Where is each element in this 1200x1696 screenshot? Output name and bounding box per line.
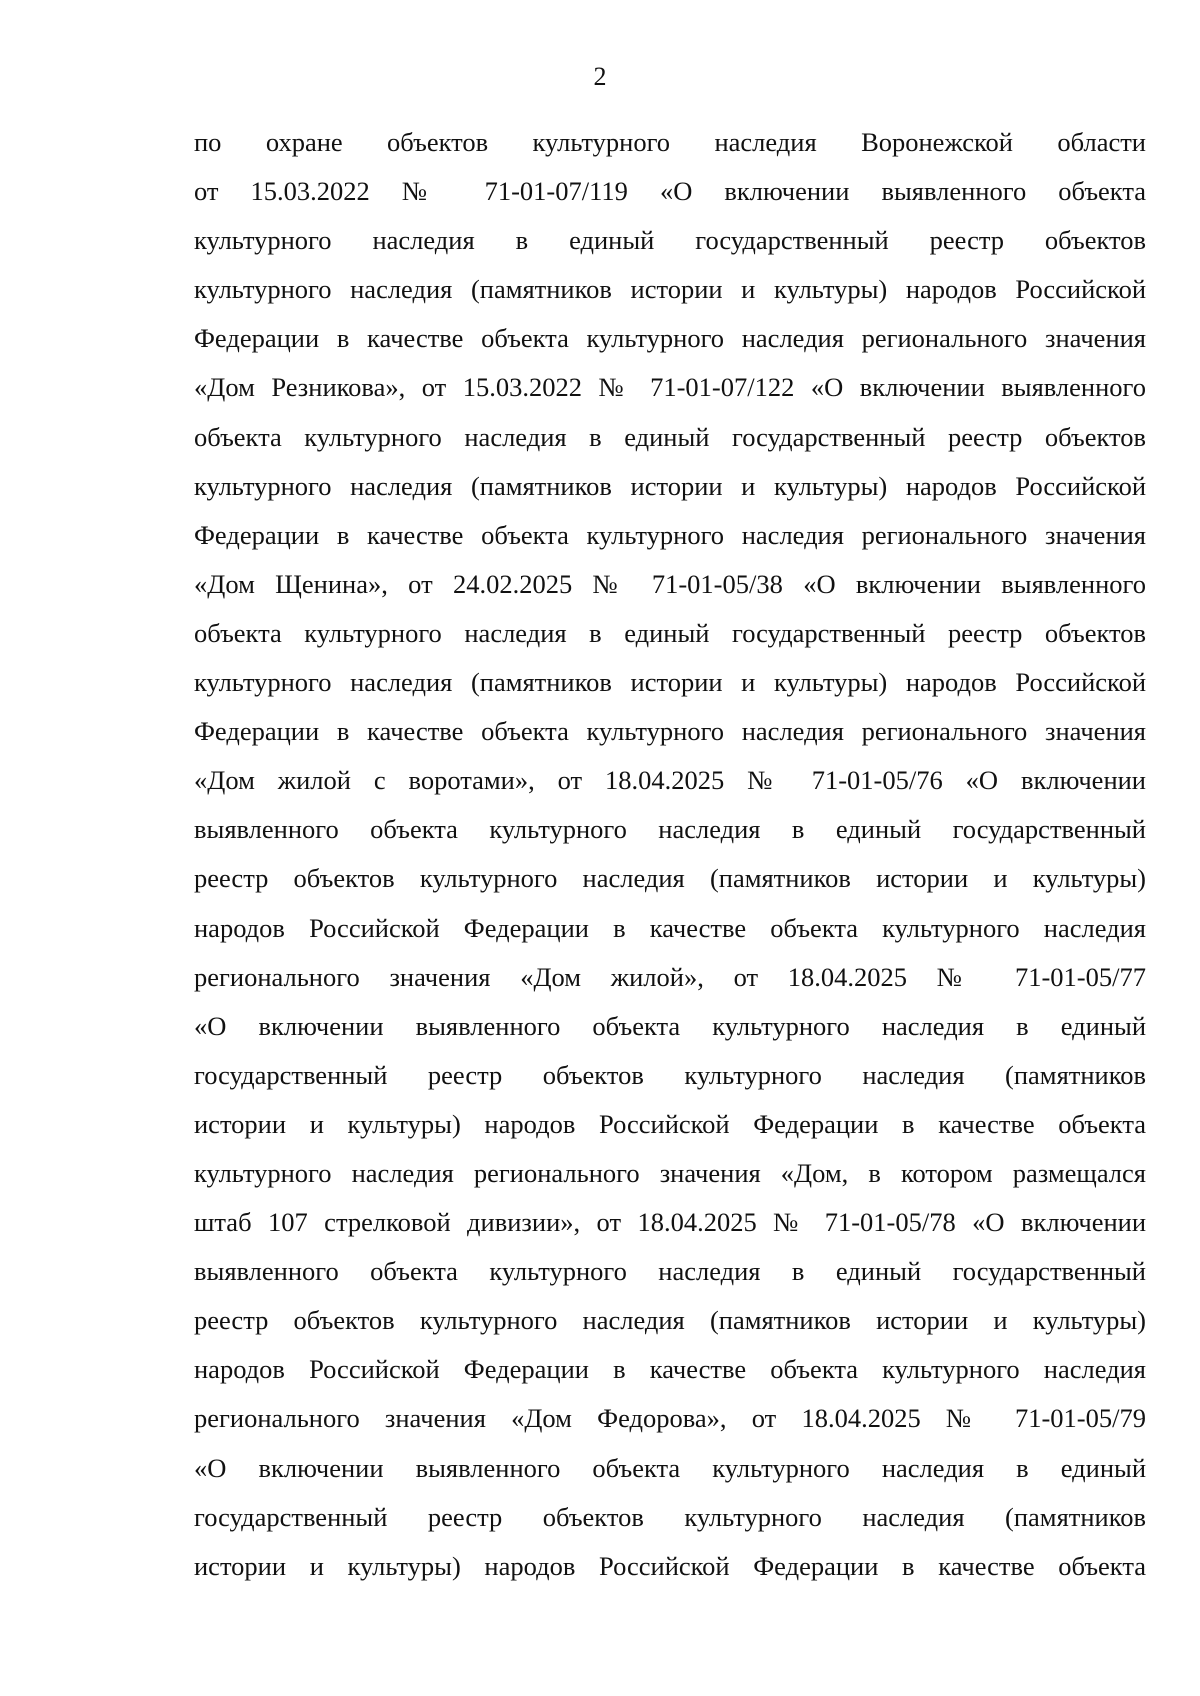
text-line: выявленного объекта культурного наследия в единый государственный [194, 814, 1146, 845]
text-line: регионального значения «Дом Федорова», от 18.04.2025 № 71-01-05/79 [194, 1403, 1146, 1434]
body-text [194, 118, 1146, 1591]
text-line: культурного наследия (памятников истории и культуры) народов Российской [194, 667, 1146, 698]
text-line: народов Российской Федерации в качестве объекта культурного наследия [194, 912, 1146, 943]
text-line: по охране объектов культурного наследия Воронежской области [194, 127, 1146, 157]
text-line: «О включении выявленного объекта культурного наследия в единый [194, 1010, 1146, 1041]
text-line: культурного наследия (памятников истории и культуры) народов Российской [194, 470, 1146, 501]
text-line: «Дом Щенина», от 24.02.2025 № 71-01-05/38 «О включении выявленного [194, 568, 1146, 599]
text-line: государственный реестр объектов культурного наследия (памятников [194, 1059, 1146, 1090]
text-line: государственный реестр объектов культурного наследия (памятников [194, 1501, 1146, 1532]
text-line: истории и культуры) народов Российской Федерации в качестве объекта [194, 1550, 1146, 1581]
page-number: 2 [593, 62, 607, 91]
text-line: истории и культуры) народов Российской Федерации в качестве объекта [194, 1108, 1146, 1139]
text-line: реестр объектов культурного наследия (памятников истории и культуры) [194, 1305, 1146, 1336]
text-line: реестр объектов культурного наследия (памятников истории и культуры) [194, 863, 1146, 894]
text-line: «Дом жилой с воротами», от 18.04.2025 № 71-01-05/76 «О включении [194, 765, 1146, 796]
text-line: штаб 107 стрелковой дивизии», от 18.04.2025 № 71-01-05/78 «О включении [194, 1207, 1146, 1238]
text-line: Федерации в качестве объекта культурного наследия регионального значения [194, 519, 1146, 550]
text-line: регионального значения «Дом жилой», от 18.04.2025 № 71-01-05/77 [194, 961, 1146, 992]
text-line: культурного наследия регионального значения «Дом, в котором размещался [194, 1157, 1146, 1188]
text-line: объекта культурного наследия в единый государственный реестр объектов [194, 421, 1146, 452]
text-line: выявленного объекта культурного наследия в единый государственный [194, 1256, 1146, 1287]
text-line: Федерации в качестве объекта культурного наследия регионального значения [194, 716, 1146, 747]
text-line: народов Российской Федерации в качестве объекта культурного наследия [194, 1354, 1146, 1385]
text-line: «О включении выявленного объекта культурного наследия в единый [194, 1452, 1146, 1483]
text-line: культурного наследия в единый государственный реестр объектов [194, 225, 1146, 256]
text-line: Федерации в качестве объекта культурного наследия регионального значения [194, 323, 1146, 354]
text-line: объекта культурного наследия в единый государственный реестр объектов [194, 617, 1146, 648]
text-line: «Дом Резникова», от 15.03.2022 № 71-01-07/122 «О включении выявленного [194, 372, 1146, 403]
text-line: от 15.03.2022 № 71-01-07/119 «О включении выявленного объекта [194, 176, 1146, 207]
text-line: культурного наследия (памятников истории и культуры) народов Российской [194, 274, 1146, 305]
